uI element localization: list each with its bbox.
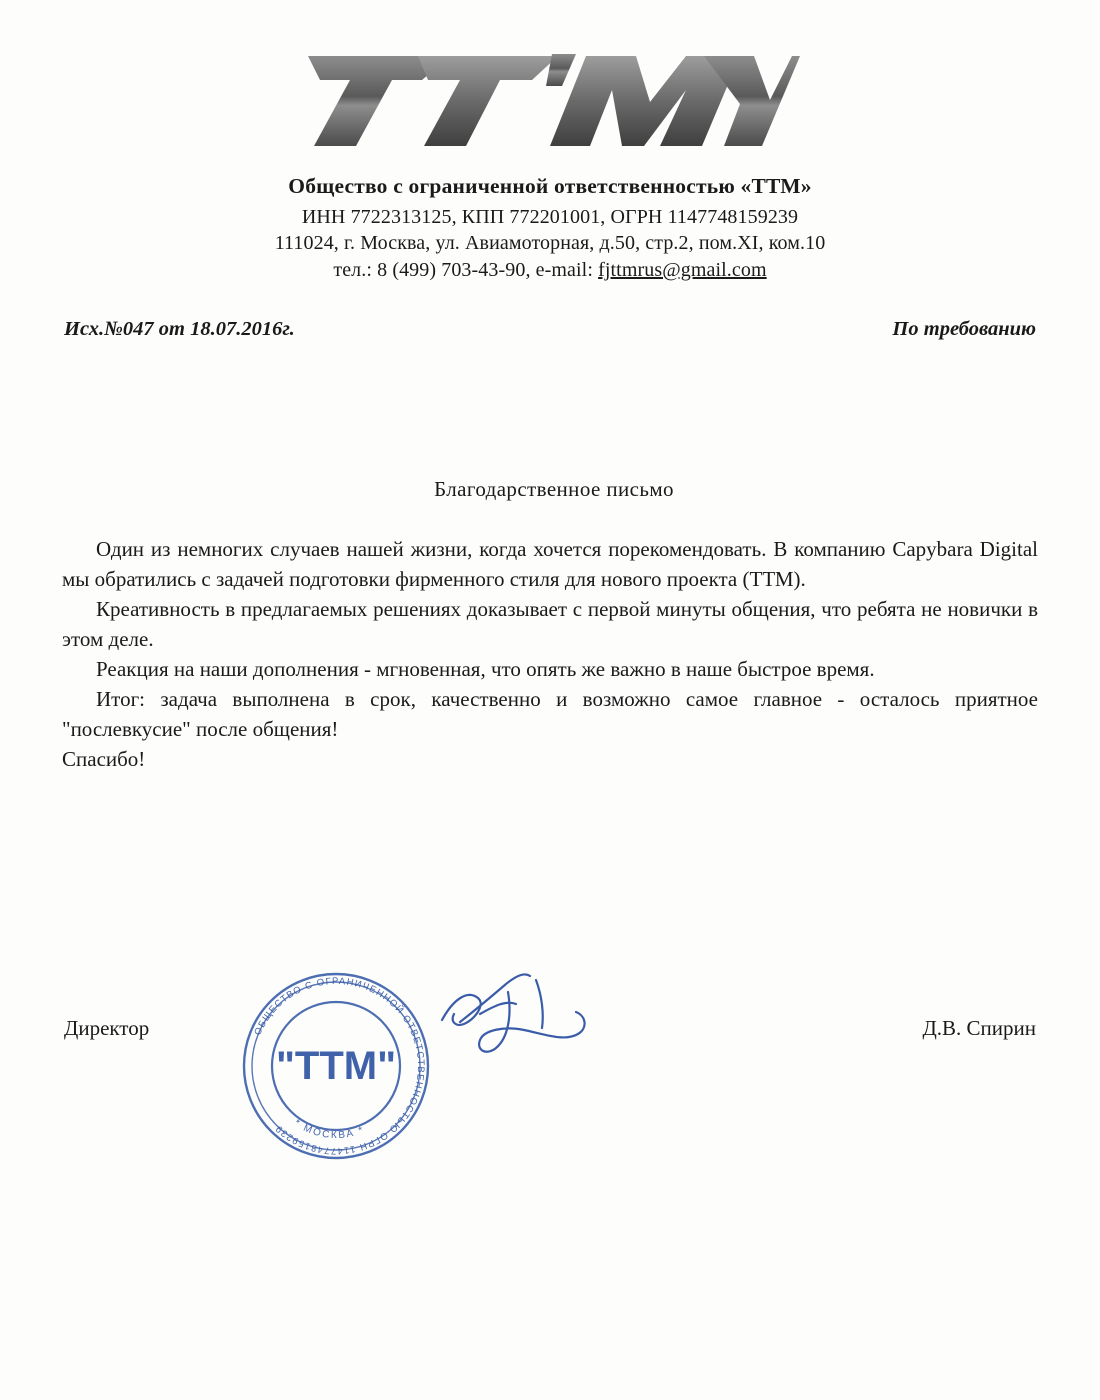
letter-body: [62, 534, 1038, 774]
signer-role: Директор: [64, 1016, 150, 1040]
reference-row: [64, 318, 1036, 341]
paragraph-4: Итог: задача выполнена в срок, качественно и возможно самое главное - осталось приятное "послевкусие" после общения!: [62, 687, 1038, 742]
svg-text:* МОСКВА *: * МОСКВА *: [291, 1117, 367, 1142]
paragraph-3: Реакция на наши дополнения - мгновенная, что опять же важно в наше быстрое время.: [96, 657, 875, 682]
contacts-prefix: тел.: 8 (499) 703-43-90, e-mail:: [333, 258, 599, 281]
company-stamp: [233, 963, 439, 1169]
company-logo: [0, 46, 1100, 161]
stamp-center-text: "ТТМ": [275, 1044, 397, 1088]
company-name: Общество с ограниченной ответственностью «ТТМ»: [288, 174, 812, 198]
email-link[interactable]: fjttmrus@gmail.com: [598, 258, 767, 281]
addressee: По требованию: [892, 318, 1036, 340]
company-address: 111024, г. Москва, ул. Авиамоторная, д.50, стр.2, пом.XI, ком.10: [274, 232, 826, 255]
document-title: Благодарственное письмо: [434, 477, 674, 501]
company-contacts: [0, 257, 1100, 284]
paragraph-5: Спасибо!: [62, 747, 146, 772]
ttm-logo-icon: [300, 46, 800, 156]
letterhead: [0, 172, 1100, 283]
handwritten-signature: [420, 962, 620, 1082]
paragraph-2: Креативность в предлагаемых решениях доказывает с первой минуты общения, что ребята не новички в этом деле.: [62, 597, 1038, 652]
company-registration: ИНН 7722313125, КПП 772201001, ОГРН 1147748159239: [301, 205, 799, 228]
paragraph-1: Один из немногих случаев нашей жизни, когда хочется порекомендовать. В компанию Capybara Digital мы обратились с задачей подготовки фирменного стиля для нового проекта (ТТМ).: [62, 537, 1038, 592]
signer-name: Д.В. Спирин: [922, 1016, 1036, 1040]
outgoing-number: Исх.№047 от 18.07.2016г.: [64, 318, 295, 340]
svg-text:ОБЩЕСТВО С ОГРАНИЧЕННОЙ ОТВЕТС: ОБЩЕСТВО С ОГРАНИЧЕННОЙ ОТВЕТСТВЕННОСТЬЮ ОГРН 1147748159239: [252, 975, 427, 1157]
